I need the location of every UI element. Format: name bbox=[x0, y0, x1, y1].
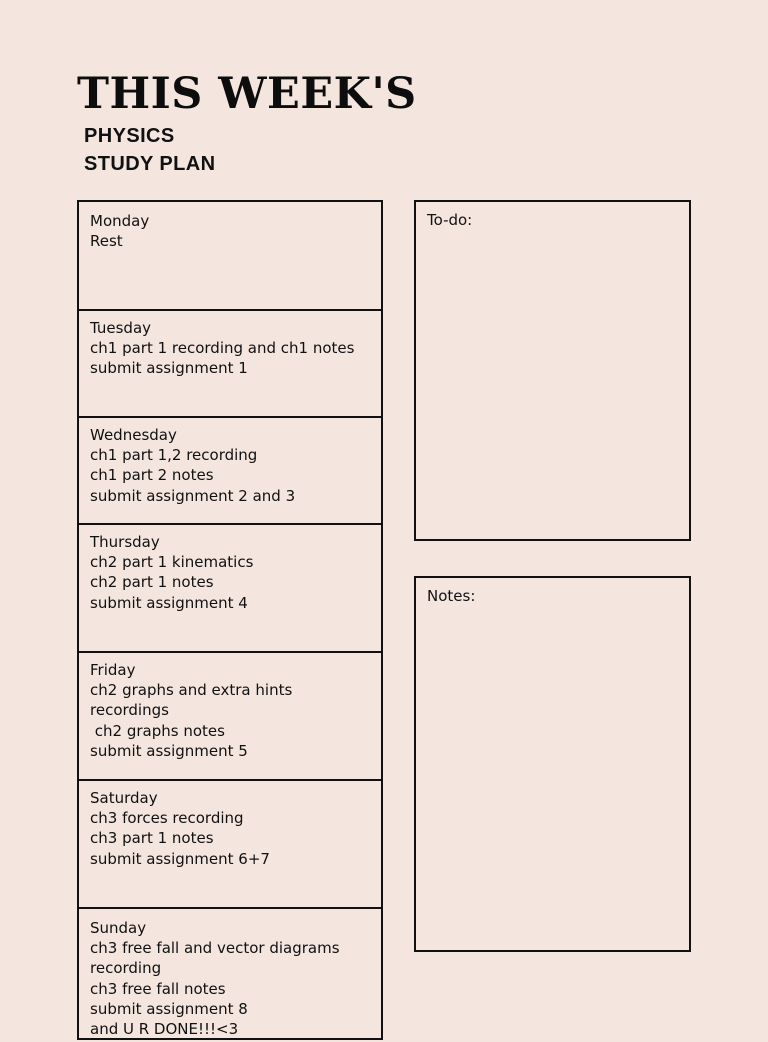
day-name: Thursday bbox=[90, 533, 160, 551]
day-sunday bbox=[79, 907, 381, 1042]
day-monday bbox=[79, 202, 381, 311]
day-name: Saturday bbox=[90, 789, 158, 807]
task-line: ch2 part 1 notes bbox=[90, 573, 214, 592]
task-line: ch1 part 1,2 recording bbox=[90, 446, 258, 465]
task-line: ch3 forces recording bbox=[90, 809, 244, 828]
subtitle-subject: PHYSICS bbox=[84, 125, 175, 147]
task-line: recordings bbox=[90, 701, 169, 720]
day-wednesday bbox=[79, 416, 381, 525]
todo-label: To-do: bbox=[427, 211, 473, 229]
task-line: submit assignment 2 and 3 bbox=[90, 486, 296, 505]
weekly-schedule bbox=[77, 200, 383, 1040]
notes-label: Notes: bbox=[427, 587, 476, 605]
subtitle-plan: STUDY PLAN bbox=[84, 153, 216, 175]
task-line: submit assignment 4 bbox=[90, 593, 248, 612]
task-line: recording bbox=[90, 959, 162, 978]
task-line: submit assignment 8 bbox=[90, 999, 248, 1018]
task-line: ch3 part 1 notes bbox=[90, 829, 214, 848]
task-line: Rest bbox=[90, 232, 123, 251]
day-name: Friday bbox=[90, 661, 136, 679]
day-name: Monday bbox=[90, 212, 150, 230]
task-line: ch3 free fall and vector diagrams bbox=[90, 939, 340, 958]
task-line: submit assignment 6+7 bbox=[90, 849, 270, 868]
day-name: Sunday bbox=[90, 919, 147, 937]
page-title: THIS WEEK'S bbox=[77, 69, 417, 119]
task-line: ch2 graphs notes bbox=[90, 721, 225, 740]
task-line: ch2 part 1 kinematics bbox=[90, 553, 254, 572]
task-line: ch1 part 1 recording and ch1 notes bbox=[90, 339, 355, 358]
task-line: submit assignment 1 bbox=[90, 359, 248, 378]
task-line: ch1 part 2 notes bbox=[90, 466, 214, 485]
day-saturday bbox=[79, 779, 381, 909]
task-line: ch3 free fall notes bbox=[90, 979, 226, 998]
task-line: ch2 graphs and extra hints bbox=[90, 681, 293, 700]
day-name: Wednesday bbox=[90, 426, 177, 444]
day-thursday bbox=[79, 523, 381, 653]
notes-box bbox=[414, 576, 691, 952]
day-name: Tuesday bbox=[90, 319, 152, 337]
day-tuesday bbox=[79, 309, 381, 418]
todo-box bbox=[414, 200, 691, 541]
task-line: and U R DONE!!!<3 bbox=[90, 1020, 239, 1039]
task-line: submit assignment 5 bbox=[90, 741, 248, 760]
day-friday bbox=[79, 651, 381, 781]
